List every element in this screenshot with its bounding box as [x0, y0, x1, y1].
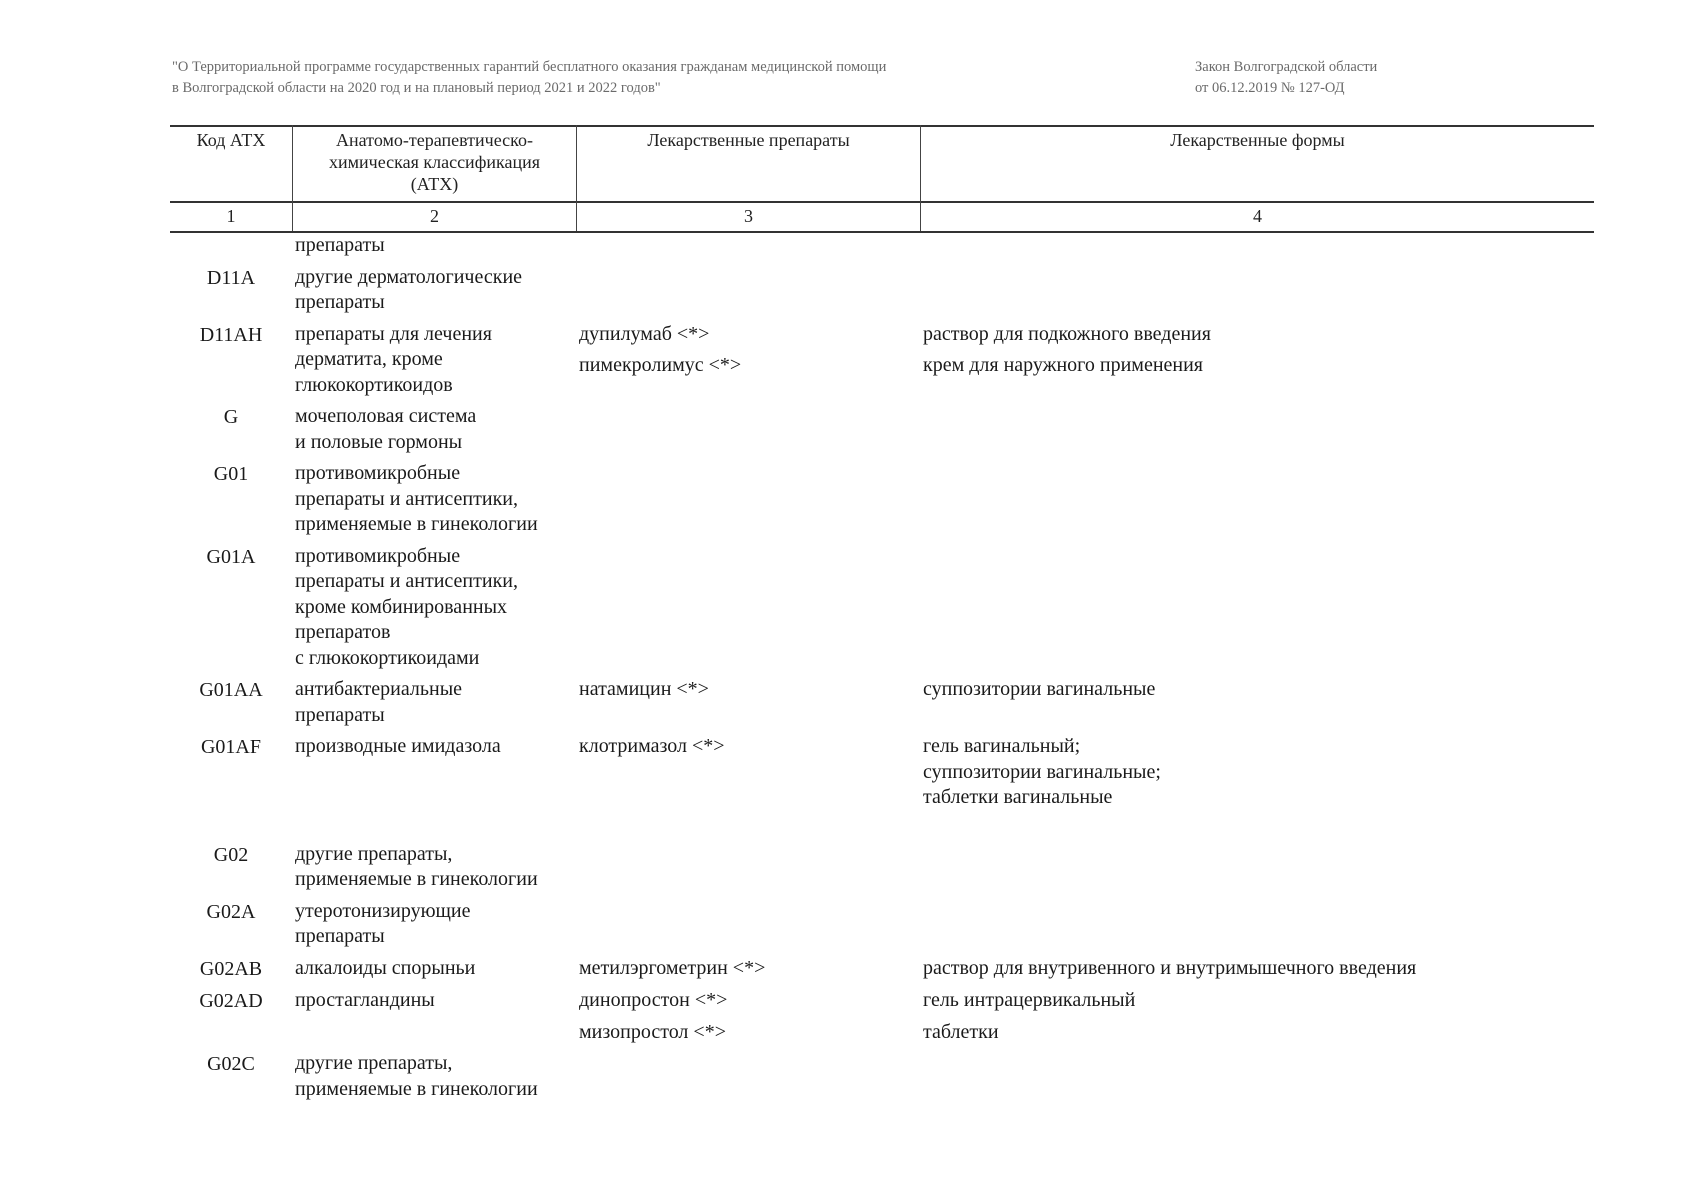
drug-cell: натамицин <*> [579, 678, 709, 700]
table-row [170, 988, 1594, 1045]
column-number-3: 3 [744, 206, 753, 226]
classification-cell: простагландины [295, 989, 435, 1011]
header-title-line-2: в Волгоградской области на 2020 год и на плановый период 2021 и 2022 годов" [172, 80, 661, 96]
classification-cell: другие дерматологические препараты [295, 265, 523, 313]
classification-cell: другие препараты, применяемые в гинекологии [295, 1052, 538, 1100]
classification-cell: противомикробные препараты и антисептики, кроме комбинированных препаратов с глюкокортикоидами [295, 544, 518, 669]
table-row [170, 842, 1594, 893]
classification-cell: утеротонизирующие препараты [295, 899, 471, 947]
header-law-line-1: Закон Волгоградской области [1195, 59, 1378, 75]
column-number-2: 2 [430, 206, 439, 226]
atc-code-cell: D11A [206, 266, 256, 289]
drug-cell: динопростон <*> мизопростол <*> [579, 989, 728, 1043]
column-header-forms: Лекарственные формы [1170, 130, 1345, 150]
atc-code-cell: G01AA [199, 679, 263, 701]
classification-cell: другие препараты, применяемые в гинекологии [295, 842, 538, 890]
atc-code-cell: G01A [206, 545, 256, 568]
classification-cell: препараты [295, 234, 385, 256]
drug-cell: дупилумаб <*> пимекролимус <*> [579, 322, 742, 376]
atc-code-cell: D11AH [199, 323, 263, 346]
document-header-law [1195, 57, 1377, 99]
dosage-form-cell: раствор для подкожного введения крем для наружного применения [923, 322, 1211, 376]
column-number-4: 4 [1253, 206, 1262, 226]
document-header-title [172, 57, 886, 99]
table-row [170, 404, 1594, 455]
table-row [170, 461, 1594, 538]
dosage-form-cell: гель интрацервикальный таблетки [923, 989, 1136, 1043]
column-header-code: Код АТХ [196, 130, 266, 150]
classification-cell: препараты для лечения дерматита, кроме глюкокортикоидов [295, 322, 492, 396]
atc-code-cell: G02AB [199, 957, 263, 980]
table-row [170, 899, 1594, 950]
classification-cell: производные имидазола [295, 735, 501, 757]
drug-cell: клотримазол <*> [579, 735, 725, 757]
dosage-form-cell: гель вагинальный; суппозитории вагинальные; таблетки вагинальные [923, 735, 1161, 808]
classification-cell: противомикробные препараты и антисептики, применяемые в гинекологии [295, 462, 538, 535]
classification-cell: алкалоиды спорыньи [295, 956, 476, 979]
atc-code-cell: G02 [213, 843, 249, 866]
column-header-classification: Анатомо-терапевтическо- химическая классификация (АТХ) [328, 130, 540, 194]
atc-code-cell: G02AD [199, 990, 263, 1012]
dosage-form-cell: раствор для внутривенного и внутримышечного введения [923, 956, 1417, 979]
table-row [170, 233, 1594, 259]
table-row [170, 956, 1594, 983]
table-row [170, 677, 1594, 728]
dosage-form-cell: суппозитории вагинальные [923, 678, 1156, 700]
atc-code-cell: G01AF [200, 736, 261, 758]
header-title-line-1: "О Территориальной программе государственных гарантий бесплатного оказания гражданам медицинской помощи [172, 59, 887, 75]
column-header-drugs: Лекарственные препараты [647, 130, 850, 150]
atc-code-cell: G [223, 406, 239, 428]
drug-cell: метилэргометрин <*> [579, 956, 766, 979]
table-row [170, 1051, 1594, 1102]
column-number-1: 1 [226, 206, 236, 226]
header-law-line-2: от 06.12.2019 № 127-ОД [1195, 80, 1345, 96]
atc-code-cell: G02C [207, 1053, 255, 1075]
atc-code-cell: G01 [213, 463, 249, 485]
header-bottom-rule [170, 201, 1594, 203]
table-row [170, 544, 1594, 672]
table-row [170, 265, 1594, 316]
atc-code-cell: G02A [206, 900, 256, 923]
table-row [170, 734, 1594, 811]
table-row [170, 322, 1594, 399]
classification-cell: антибактериальные препараты [295, 678, 463, 726]
table-body [170, 233, 1594, 1102]
classification-cell: мочеполовая система и половые гормоны [295, 405, 477, 453]
